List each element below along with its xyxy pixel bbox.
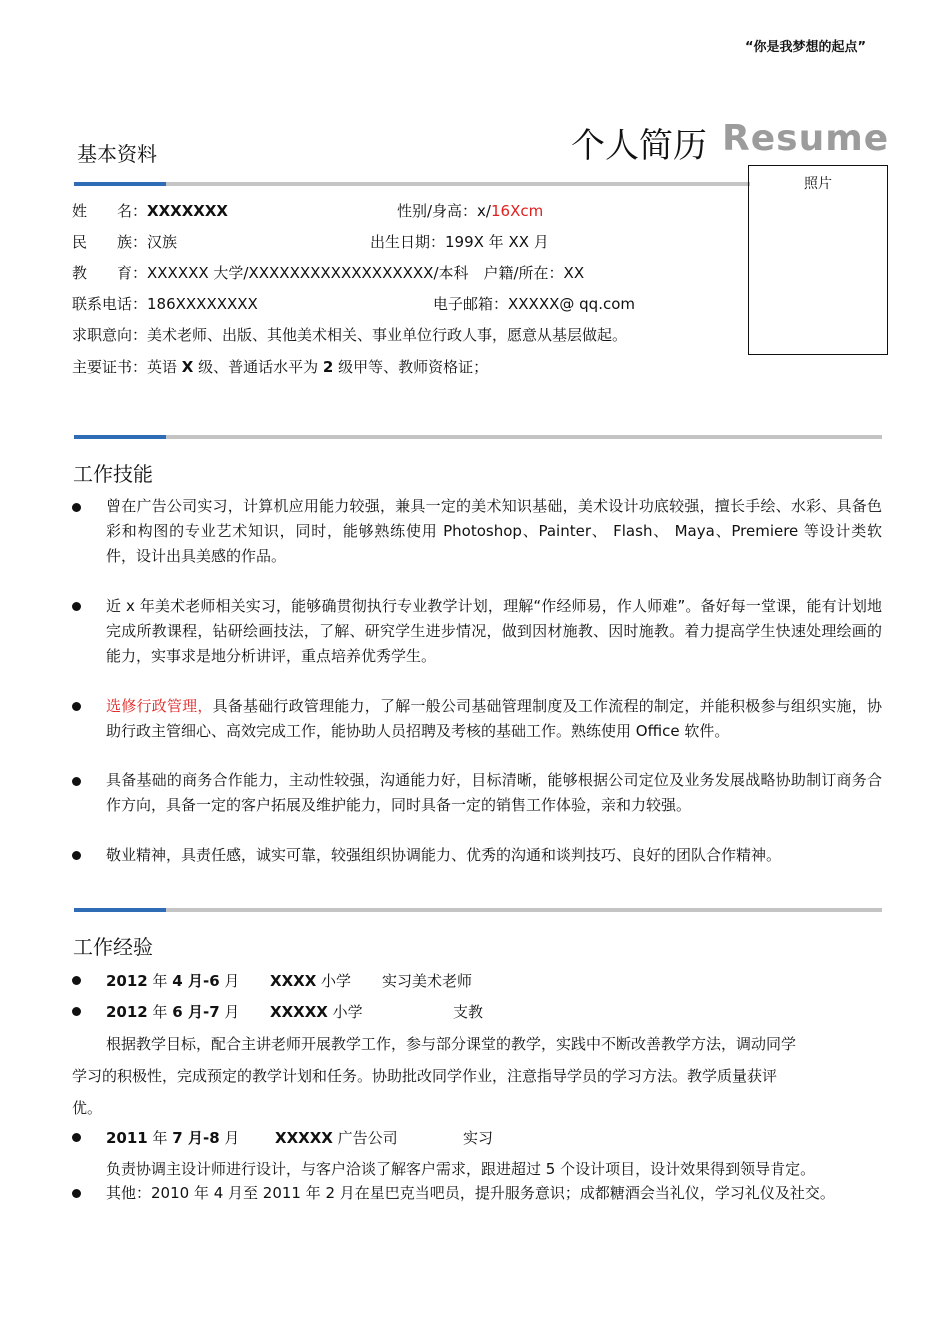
cert-level: X [181, 358, 194, 376]
section-divider [74, 182, 750, 186]
other-experience: 其他：2010 年 4 月至 2011 年 2 月在星巴克当吧员，提升服务意识；成都糖酒会当礼仪，学习礼仪及社交。 [106, 1184, 835, 1202]
job-description: 学习的积极性，完成预定的教学计划和任务。协助批改同学作业，注意指导学员的学习方法。教学质量获评 [72, 1067, 778, 1085]
name-label: 姓 名： [72, 202, 148, 220]
bullet-icon [72, 1189, 81, 1198]
job-description: 负责协调主设计师进行设计，与客户洽谈了解客户需求，跟进超过 5 个设计项目，设计效果得到领导肯定。 [106, 1160, 816, 1178]
job-entry: 2012 年 6 月-7 月 [106, 1003, 240, 1021]
bullet-icon [72, 976, 81, 985]
cert-prefix: 主要证书：英语 [72, 358, 182, 376]
job-entry: 2012 年 4 月-6 月 [106, 972, 240, 990]
height-value: 16Xcm [491, 202, 544, 220]
resume-title-cn: 个人简历 [571, 126, 707, 166]
section-divider [74, 435, 882, 439]
job-role: 实习美术老师 [382, 972, 473, 990]
skill-item [106, 694, 882, 744]
photo-placeholder [748, 165, 888, 355]
job-org: XXXXX 广告公司 [275, 1129, 398, 1147]
skill-text: 具备基础行政管理能力，了解一般公司基础管理制度及工作流程的制定，并能积极参与组织实施，协助行政主管细心、高效完成工作，能协助人员招聘及考核的基础工作。熟练使用 Office 软件。 [106, 697, 882, 740]
bullet-icon [72, 777, 81, 786]
certificate-row [72, 356, 488, 377]
section-divider [74, 908, 882, 912]
section-title-basic: 基本资料 [77, 142, 157, 166]
bullet-icon [72, 503, 81, 512]
bullet-icon [72, 602, 81, 611]
cert-mid: 级、普通话水平为 [193, 358, 323, 376]
skill-item: 敬业精神，具责任感，诚实可靠，较强组织协调能力、优秀的沟通和谈判技巧、良好的团队合作精神。 [106, 846, 782, 864]
name-row [72, 200, 228, 221]
section-title-skills: 工作技能 [73, 462, 153, 486]
job-role: 支教 [453, 1003, 484, 1021]
skill-item: 近 x 年美术老师相关实习，能够确贯彻执行专业教学计划，理解“作经师易，作人师难”。备好每一堂课，能有计划地完成所教课程，钻研绘画技法，了解、研究学生进步情况，做到因材施教、因时施教。着力提高学生快速处理绘画的能力，实事求是地分析讲评，重点培养优秀学生。 [106, 597, 882, 665]
job-org: XXXXX 小学 [270, 1003, 363, 1021]
cert-grade: 2 [322, 358, 334, 376]
gender-row [397, 200, 543, 221]
intention-row: 求职意向：美术老师、出版、其他美术相关、事业单位行政人事，愿意从基层做起。 [72, 326, 628, 344]
job-entry: 2011 年 7 月-8 月 [106, 1129, 240, 1147]
resume-title-en: Resume [722, 118, 890, 159]
education-row: 教 育：XXXXXX 大学/XXXXXXXXXXXXXXXXXX/本科 户籍/所在：XX [72, 264, 585, 282]
photo-label: 照片 [804, 176, 832, 192]
bullet-icon [72, 1007, 81, 1016]
gender-label: 性别/身高：x/ [397, 202, 491, 220]
job-description: 优。 [72, 1099, 103, 1117]
job-description: 根据教学目标，配合主讲老师开展教学工作，参与部分课堂的教学，实践中不断改善教学方法，调动同学 [106, 1035, 797, 1053]
bullet-icon [72, 1133, 81, 1142]
skill-highlight: 选修行政管理， [106, 697, 213, 715]
job-role: 实习 [463, 1129, 494, 1147]
skill-item: 曾在广告公司实习，计算机应用能力较强，兼具一定的美术知识基础，美术设计功底较强，擅长手绘、水彩、具备色彩和构图的专业艺术知识，同时，能够熟练使用 Photoshop、Painter、 Flash、 Maya、Premiere 等设计类软件，设计出具美感的作品。 [106, 497, 882, 565]
email-row: 电子邮箱：XXXXX@ qq.com [433, 295, 635, 313]
section-title-experience: 工作经验 [73, 935, 153, 959]
bullet-icon [72, 702, 81, 711]
slogan: “你是我梦想的起点” [745, 40, 867, 55]
ethnic-row: 民 族：汉族 [72, 233, 178, 251]
cert-suffix: 级甲等、教师资格证； [333, 358, 489, 376]
name-value: XXXXXXX [147, 202, 228, 220]
phone-row: 联系电话：186XXXXXXXX [72, 295, 258, 313]
bullet-icon [72, 851, 81, 860]
skill-item: 具备基础的商务合作能力，主动性较强，沟通能力好，目标清晰，能够根据公司定位及业务发展战略协助制订商务合作方向，具备一定的客户拓展及维护能力，同时具备一定的销售工作体验，亲和力较强。 [106, 771, 882, 814]
birth-row: 出生日期：199X 年 XX 月 [370, 233, 549, 251]
job-org: XXXX 小学 [270, 972, 352, 990]
